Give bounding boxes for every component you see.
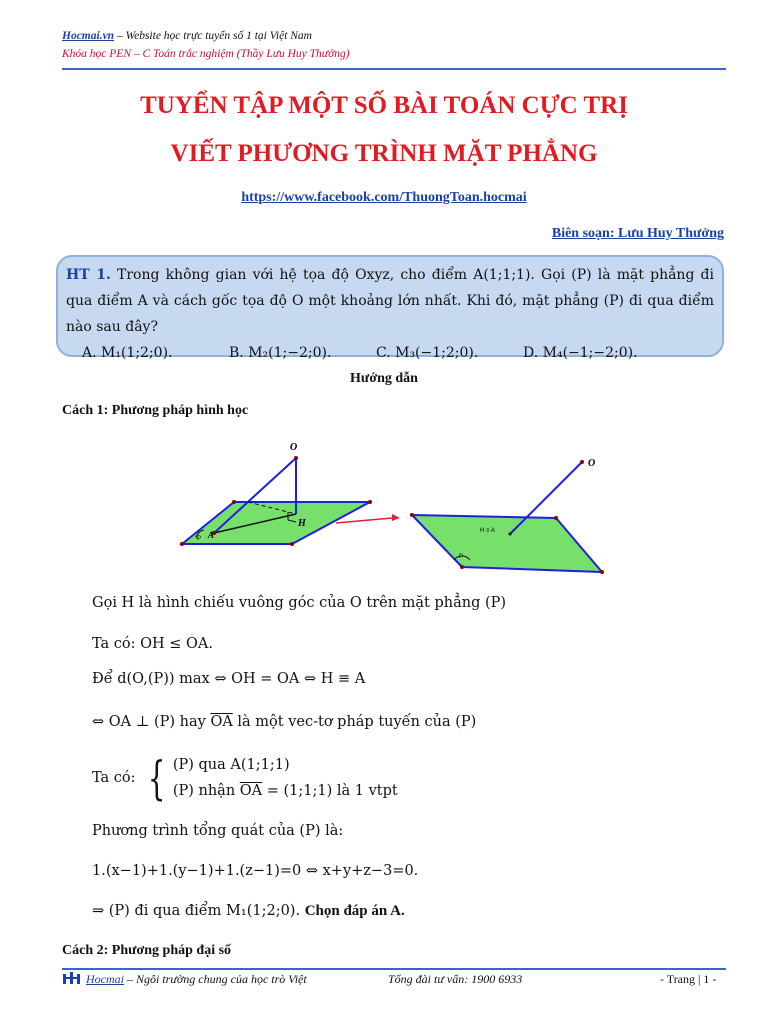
label-a-left: A	[208, 530, 215, 540]
solution-line-1: Gọi H là hình chiếu vuông góc của O trên mặt phẳng (P)	[92, 595, 507, 611]
system-line-1: (P) qua A(1;1;1)	[172, 757, 290, 773]
answer-a: A. M₁(1;2;0).	[82, 345, 173, 361]
method-2-heading: Cách 2: Phương pháp đại số	[62, 943, 232, 958]
header-course: Khóa học PEN – C Toán trắc nghiệm (Thầy Lưu Huy Thưởng)	[62, 48, 350, 60]
footer-hotline: Tổng đài tư vấn: 1900 6933	[388, 972, 523, 986]
solution-line-5: Phương trình tổng quát của (P) là:	[92, 823, 344, 839]
solution-line-7: ⇒ (P) đi qua điểm M₁(1;2;0). Chọn đáp án A.	[92, 903, 405, 919]
header-slogan: – Website học trực tuyến số 1 tại Việt Nam	[114, 30, 312, 42]
system-line-2: (P) nhận $\overline{OA}$ = (1;1;1) là 1 vtpt	[172, 783, 398, 799]
equation-system	[92, 752, 398, 804]
answer-conclusion: Chọn đáp án A.	[304, 903, 405, 919]
label-p-right: P	[459, 554, 464, 560]
footer-brand: Hocmai – Ngôi trường chung của học trò Việt	[86, 972, 307, 986]
plane-p-right	[412, 515, 602, 572]
title-line-1: TUYỂN TẬP MỘT SỐ BÀI TOÁN CỰC TRỊ	[140, 92, 628, 119]
hocmai-logo-icon	[62, 970, 82, 986]
question-text: Trong không gian với hệ tọa độ Oxyz, cho điểm A(1;1;1). Gọi (P) là mặt phẳng đi qua điểm A và cách gốc tọa độ O một khoảng lớn nhất. Khi đó, mặt phẳng (P) đi qua điểm nào sau đây?	[66, 267, 715, 335]
label-p-left: P	[197, 536, 202, 542]
title-line-2: VIẾT PHƯƠNG TRÌNH MẶT PHẲNG	[170, 140, 598, 167]
solution-line-3: Để d(O,(P)) max ⇔ OH = OA ⇔ H ≡ A	[92, 671, 366, 687]
header-site-line	[62, 30, 312, 42]
label-o-left: O	[290, 442, 298, 453]
vector-oa: $\overline{OA}$	[210, 714, 233, 730]
footer-page-number: - Trang | 1 -	[660, 972, 717, 986]
answer-options	[66, 340, 714, 366]
left-brace: {	[147, 751, 165, 805]
method-1-heading: Cách 1: Phương pháp hình học	[62, 403, 249, 418]
question-box	[56, 255, 724, 361]
header-divider	[62, 68, 726, 70]
header-site-link[interactable]: Hocmai.vn	[62, 30, 115, 42]
question-label: HT 1.	[66, 267, 111, 283]
author-credit[interactable]: Biên soạn: Lưu Huy Thưởng	[551, 226, 724, 241]
facebook-link[interactable]: https://www.facebook.com/ThuongToan.hocmai	[241, 190, 527, 205]
arrow-head	[392, 514, 400, 521]
solution-line-6: 1.(x−1)+1.(y−1)+1.(z−1)=0 ⇔ x+y+z−3=0.	[92, 863, 419, 879]
system-prefix: Ta có:	[92, 770, 136, 786]
transition-arrow	[336, 518, 392, 523]
geometry-figure	[0, 430, 768, 580]
label-o-right: O	[588, 458, 596, 469]
label-ha-right: H ≡ A	[480, 528, 495, 534]
footer-divider	[62, 968, 726, 970]
answer-b: B. M₂(1;−2;0).	[229, 345, 332, 361]
guide-heading: Hướng dẫn	[350, 371, 418, 386]
solution-line-4: ⇔ OA ⊥ (P) hay $\overline{OA}$ là một vec-tơ pháp tuyến của (P)	[92, 714, 477, 730]
answer-d: D. M₄(−1;−2;0).	[523, 345, 638, 361]
answer-c: C. M₃(−1;2;0).	[376, 345, 479, 361]
footer-site-link[interactable]: Hocmai	[86, 972, 124, 986]
solution-line-2: Ta có: OH ≤ OA.	[92, 636, 214, 652]
label-h-left: H	[298, 518, 306, 529]
